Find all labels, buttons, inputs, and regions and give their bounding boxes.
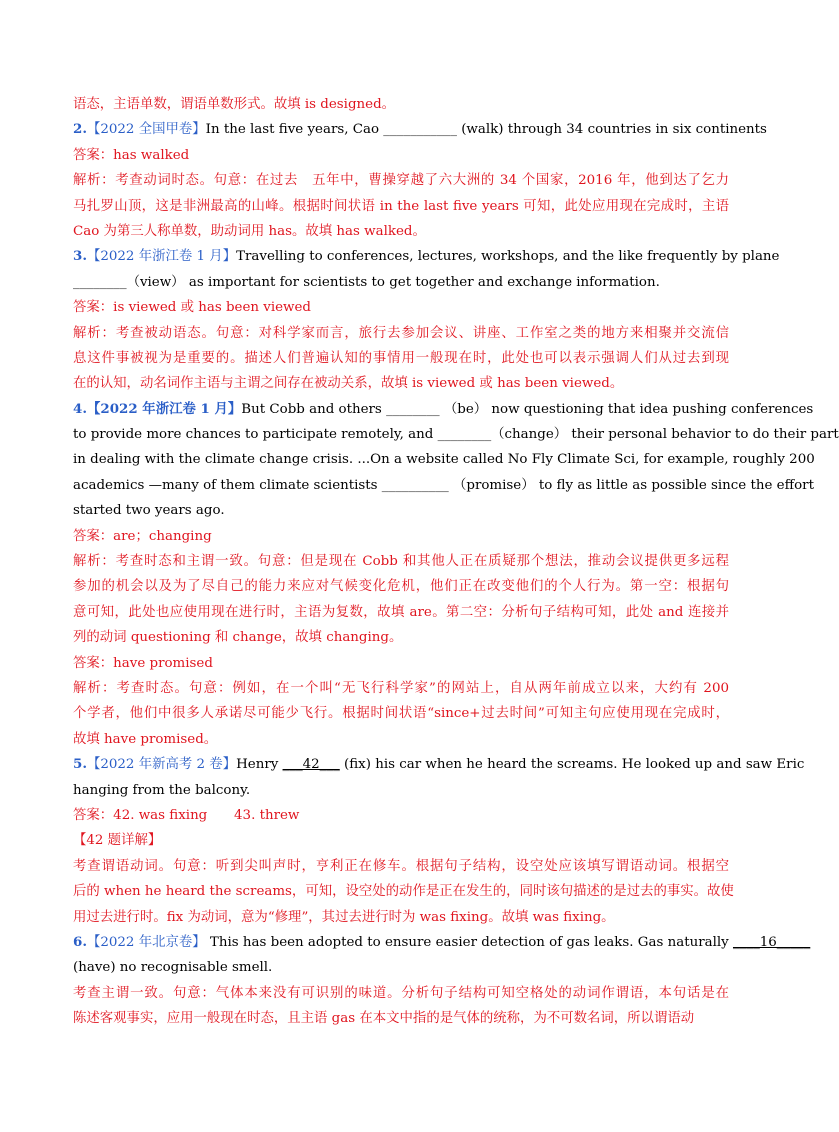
text-line [73,930,811,955]
text-line [73,955,729,980]
text-segment: 6. [73,933,87,950]
text-segment: Travelling to conferences, lectures, workshops, and the like frequently by plane [236,249,780,265]
text-segment: to provide more chances to participate remotely, and ________（change） their personal behavior to do their part [73,427,839,443]
text-line [73,321,729,346]
text-segment: 【2022 全国甲卷】 [86,122,206,138]
text-segment: 语态，主语单数，谓语单数形式。故填 is designed。 [73,97,396,112]
text-line [73,651,729,676]
text-line [73,701,729,726]
text-segment: 列的动词 questioning 和 change，故填 changing。 [73,630,403,646]
text-segment: 【2022 年浙江卷 1 月】 [86,249,237,265]
text-line [73,803,729,828]
text-segment: 考查谓语动词。句意：听到尖叫声时，亨利正在修车。根据句子结构，设空处应该填写谓语动词。根据空 [73,858,729,874]
text-line [73,346,729,371]
text-line [73,828,729,853]
text-segment: started two years ago. [73,503,225,519]
text-segment: In the last five years, Cao ___________ (walk) through 34 countries in six continents [205,122,767,138]
text-line [73,397,814,422]
text-line [73,295,729,320]
text-line [73,1006,729,1031]
text-segment: 个学者，他们中很多人承诺尽可能少飞行。根据时间状语“since+过去时间”可知主句应使用现在完成时， [73,706,729,722]
text-segment: 答案：have promised [73,655,213,671]
document-page [73,92,839,1031]
text-segment: 意可知，此处也应使用现在进行时，主语为复数，故填 are。第二空：分析句子结构可知，此处 and 连接并 [73,604,729,620]
text-segment: 后的 when he heard the screams，可知，设空处的动作是正在发生的，同时该句描述的是过去的事实。故使 [73,884,734,900]
text-line [73,194,729,219]
text-line [73,727,729,752]
text-segment: academics —many of them climate scientists __________ （promise） to fly as little as possible since the effort [73,477,814,493]
text-line [73,625,729,650]
text-line [73,422,839,447]
text-line [73,447,815,472]
text-segment: 答案：has walked [73,147,190,163]
text-line [73,905,729,930]
text-segment: 故填 have promised。 [73,731,218,747]
text-segment: ___42___ [282,757,340,773]
text-segment: 5. [73,756,87,773]
text-segment: 答案：is viewed 或 has been viewed [73,300,311,316]
text-line [73,778,729,803]
text-segment: 解析：考查被动语态。句意：对科学家而言，旅行去参加会议、讲座、工作室之类的地方来相聚并交流信 [73,325,729,341]
text-segment: hanging from the balcony. [73,782,251,798]
text-segment: 【2022 年新高考 2 卷】 [86,757,237,773]
text-segment: But Cobb and others ________ （be） now questioning that idea pushing conferences [241,401,814,417]
text-segment: 息这件事被视为是重要的。描述人们普遍认知的事情用一般现在时，此处也可以表示强调人们从过去到现 [73,350,729,366]
text-line [73,168,729,193]
text-line [73,600,729,625]
text-segment: 【42 题详解】 [73,833,162,849]
text-segment: 3. [73,248,87,265]
text-line [73,498,729,523]
text-segment: 答案：42. was fixing 43. threw [73,807,300,823]
text-segment: 【2022 年浙江卷 1 月】 [86,400,242,417]
text-line [73,879,734,904]
text-line [73,117,767,142]
text-segment: Cao 为第三人称单数，助动词用 has。故填 has walked。 [73,223,426,239]
text-line [73,270,729,295]
text-segment: (fix) his car when he heard the screams. He looked up and saw Eric [339,757,805,773]
text-line [73,371,729,396]
text-segment: 解析：考查时态和主谓一致。句意：但是现在 Cobb 和其他人正在质疑那个想法，推动会议提供更多远程 [73,554,729,570]
text-segment: ____16_____ [732,934,811,950]
text-line [73,92,729,117]
text-segment: 答案：are；changing [73,528,212,544]
text-segment: 【2022 年北京卷】 [86,934,206,950]
text-segment: 马扎罗山顶，这是非洲最高的山峰。根据时间状语 in the last five years 可知，此处应用现在完成时，主语 [73,198,729,214]
text-line [73,473,814,498]
text-segment: (have) no recognisable smell. [73,960,273,976]
text-line [73,752,805,777]
text-segment: 解析：考查动词时态。句意：在过去 五年中，曹操穿越了六大洲的 34 个国家，2016 年，他到达了乞力 [73,173,729,189]
text-line [73,854,729,879]
text-line [73,981,729,1006]
text-line [73,244,780,269]
text-segment: in dealing with the climate change crisis. ...On a website called No Fly Climate Sci, for example, roughly 200 [73,452,815,468]
text-segment: Henry [236,757,283,773]
text-line [73,549,729,574]
text-segment: 在的认知，动名词作主语与主谓之间存在被动关系，故填 is viewed 或 has been viewed。 [73,376,624,392]
text-segment: 陈述客观事实，应用一般现在时态，且主语 gas 在本文中指的是气体的统称，为不可数名词，所以谓语动 [73,1011,695,1027]
text-line [73,143,729,168]
text-segment: 4. [73,400,87,417]
text-line [73,219,729,244]
text-line [73,574,729,599]
text-segment: 解析：考查时态。句意：例如，在一个叫“无飞行科学家”的网站上，自从两年前成立以来，大约有 200 [73,680,729,696]
text-line [73,676,729,701]
text-segment: This has been adopted to ensure easier detection of gas leaks. Gas naturally [205,934,733,950]
text-line [73,524,729,549]
text-segment: 考查主谓一致。句意：气体本来没有可识别的味道。分析句子结构可知空格处的动词作谓语，本句话是在 [73,985,729,1001]
text-segment: 用过去进行时。fix 为动词，意为“修理”，其过去进行时为 was fixing。故填 was fixing。 [73,909,615,925]
text-segment: 2. [73,121,87,138]
text-segment: 参加的机会以及为了尽自己的能力来应对气候变化危机，他们正在改变他们的个人行为。第一空：根据句 [73,579,729,595]
text-segment: ________（view） as important for scientists to get together and exchange information. [73,274,660,290]
